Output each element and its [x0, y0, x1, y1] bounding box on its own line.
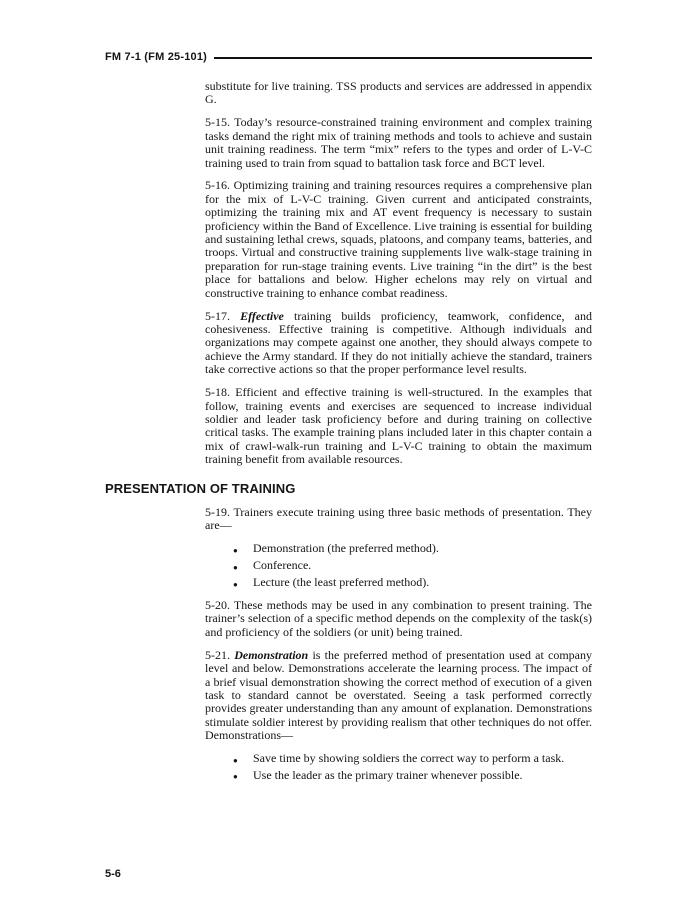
- bullet-icon: ●: [233, 579, 238, 589]
- list-item-text: Conference.: [253, 558, 312, 573]
- list-item: [205, 559, 592, 572]
- paragraph-5-21-prefix: 5-21.: [205, 647, 235, 662]
- bullet-icon: ●: [233, 772, 238, 782]
- header-rule: [214, 57, 592, 59]
- paragraph-5-17-emphasis: Effective: [240, 308, 284, 323]
- paragraph-5-20: 5-20. These methods may be used in any combination to present training. The trainer’s selection of a specific method depends on the complexity of the task(s) and proficiency of the soldiers (or unit) being trained.: [205, 598, 592, 639]
- paragraph-5-21: [205, 649, 592, 743]
- page-body: [105, 80, 592, 792]
- bullet-icon: ●: [233, 545, 238, 555]
- list-item: [205, 769, 592, 782]
- list-item-text: Lecture (the least preferred method).: [253, 575, 430, 590]
- paragraph-5-16: 5-16. Optimizing training and training resources requires a comprehensive plan for the mix of L-V-C training. Given current and anticipated constraints, optimizing the training mix and AT event frequency is necessary to sustain proficiency within the Band of Excellence. Live training is essential for building and sustaining lethal crews, squads, platoons, and company teams, batteries, and troops. Virtual and constructive training supplements live walk-stage training in preparation for run-stage training events. Live training “in the dirt” is the best place for battalions and below. Higher echelons may rely on virtual and constructive training to enhance combat readiness.: [205, 178, 592, 300]
- list-item-text: Use the leader as the primary trainer whenever possible.: [253, 767, 523, 782]
- page-number: 5-6: [105, 868, 121, 880]
- paragraph-5-15: 5-15. Today’s resource-constrained training environment and complex training tasks demand the right mix of training methods and tools to achieve and sustain unit training readiness. The term “mix” refers to the types and order of L-V-C training used to train from squad to battalion task force and BCT level.: [205, 115, 592, 170]
- list-item: [205, 752, 592, 765]
- paragraph-appendix-note: substitute for live training. TSS products and services are addressed in appendix G.: [205, 79, 592, 107]
- list-item: [205, 542, 592, 555]
- list-item: [205, 576, 592, 589]
- paragraph-5-17-text: training builds proficiency, teamwork, confidence, and cohesiveness. Effective training is competitive. Although individuals and organizations may compete against one another, they should always compete to achieve the Army standard. If they do not initially achieve the standard, trainers take corrective actions so that the proper performance level results.: [205, 308, 592, 377]
- section-heading: PRESENTATION OF TRAINING: [105, 480, 296, 496]
- paragraph-5-21-text: is the preferred method of presentation used at company level and below. Demonstrations accelerate the learning process. The impact of a brief visual demonstration showing the correct method of execution of a given task to standard cannot be overstated. Seeing a task performed correctly provides greater understanding than any amount of explanation. Demonstrations stimulate soldier interest by providing realism that other techniques do not offer. Demonstrations—: [205, 647, 593, 743]
- list-item-text: Save time by showing soldiers the correct way to perform a task.: [253, 751, 565, 766]
- header-title: FM 7-1 (FM 25-101): [105, 51, 208, 63]
- paragraph-5-21-emphasis: Demonstration: [234, 647, 309, 662]
- list-item-text: Demonstration (the preferred method).: [253, 541, 439, 556]
- paragraph-5-18: 5-18. Efficient and effective training is well-structured. In the examples that follow, training events and exercises are sequenced to increase individual soldier and leader task proficiency before and during training on collective critical tasks. The example training plans included later in this chapter contain a mix of crawl-walk-run training and L-V-C training to obtain the maximum training benefit from available resources.: [205, 385, 592, 467]
- paragraph-5-17: [205, 310, 592, 377]
- bullet-icon: ●: [233, 755, 238, 765]
- paragraph-5-17-prefix: 5-17.: [205, 308, 241, 323]
- bullet-list-presentation-methods: [205, 542, 592, 589]
- paragraph-5-19: 5-19. Trainers execute training using three basic methods of presentation. They are—: [205, 504, 592, 533]
- page-header: [105, 51, 592, 63]
- bullet-icon: ●: [233, 562, 238, 572]
- bullet-list-demonstrations: [205, 752, 592, 782]
